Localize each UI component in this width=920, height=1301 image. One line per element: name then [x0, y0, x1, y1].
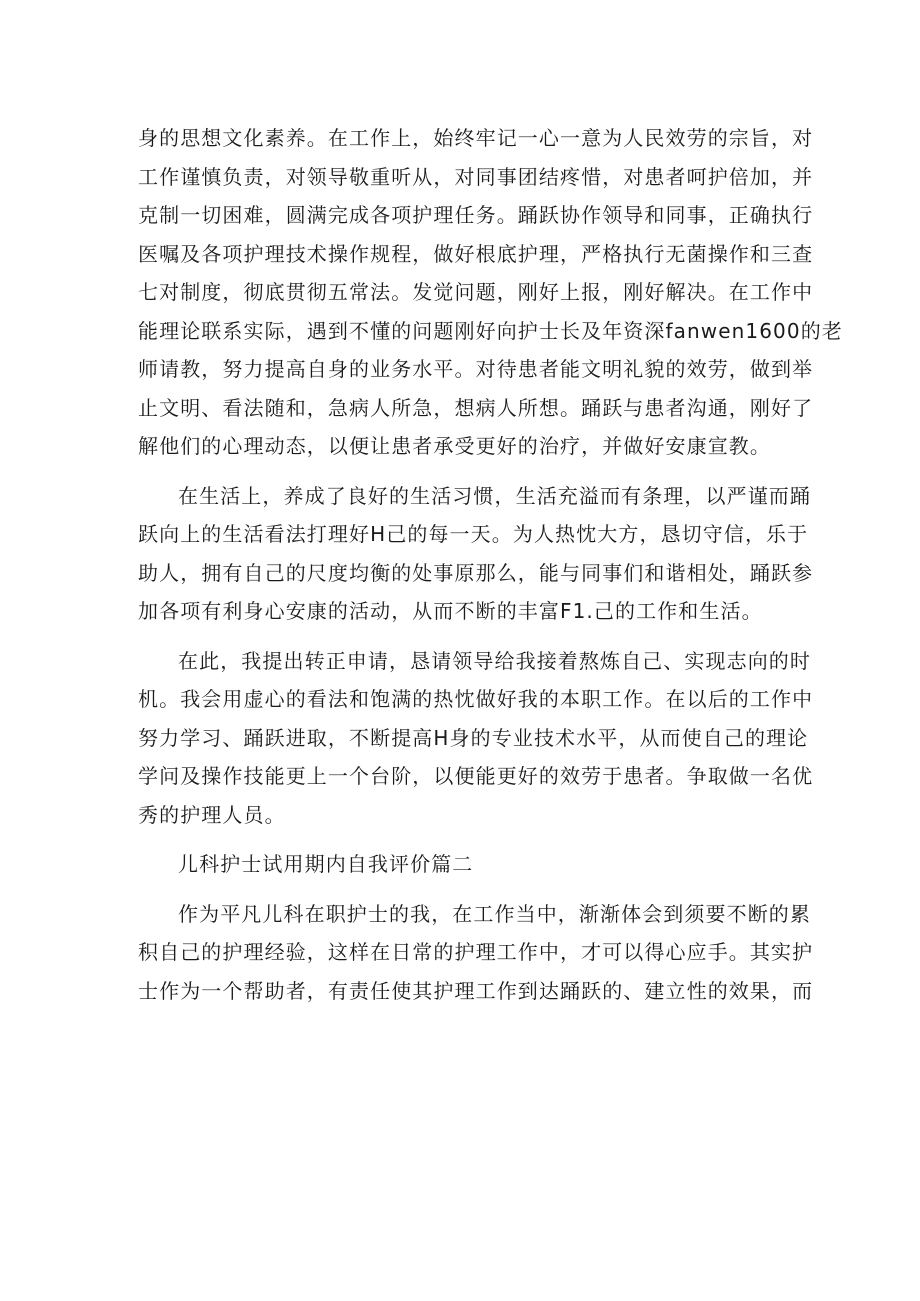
text-line: 在此，我提出转正申请，恳请领导给我接着熬炼自己、实现志向的时 — [178, 648, 811, 673]
text-line: 身的思想文化素养。在工作上，始终牢记一心一意为人民效劳的宗旨，对 — [138, 126, 814, 150]
paragraph-1 — [138, 119, 843, 466]
section-heading: 儿科护士试用期内自我评价篇二 — [178, 852, 474, 876]
text-line: 工作谨慎负责，对领导敬重听从，对同事团结疼惜，对患者呵护倍加，并 — [138, 164, 814, 189]
text-line: 士作为一个帮助者，有责任使其护理工作到达踊跃的、建立性的效果，而 — [138, 978, 814, 1003]
text-line: 医嘱及各项护理技术操作规程，做好根底护理，严格执行无菌操作和三查 — [138, 241, 814, 266]
text-line: 能理论联系实际，遇到不懂的问题刚好向护士长及年资深fanwen1600的老 — [138, 318, 843, 343]
body-text — [138, 119, 843, 1010]
text-line: 跃向上的生活看法打理好H己的每一天。为人热忱大方，恳切守信，乐于 — [138, 522, 809, 546]
text-line: 师请教，努力提高自身的业务水平。对待患者能文明礼貌的效劳，做到举 — [138, 357, 814, 381]
paragraph-3 — [138, 642, 814, 835]
text-line: 作为平凡儿科在职护士的我，在工作当中，渐渐体会到须要不断的累 — [178, 901, 811, 926]
paragraph-2 — [138, 477, 814, 631]
text-line: 秀的护理人员。 — [138, 802, 286, 827]
text-line: 学问及操作技能更上一个台阶，以便能更好的效劳于患者。争取做一名优 — [138, 764, 814, 788]
text-line: 机。我会用虚心的看法和饱满的热忱做好我的本职工作。在以后的工作中 — [138, 687, 814, 711]
text-line: 止文明、看法随和，急病人所急，想病人所想。踊跃与患者沟通，刚好了 — [138, 395, 814, 420]
text-line: 解他们的心理动态，以便让患者承受更好的治疗，并做好安康宣教。 — [138, 434, 771, 458]
text-line: 克制一切困难，圆满完成各项护理任务。踊跃协作领导和同事，正确执行 — [138, 203, 814, 227]
text-line: 加各项有利身心安康的活动，从而不断的丰富F1.己的工作和生活。 — [138, 599, 763, 623]
text-line: 七对制度，彻底贯彻五常法。发觉问题，刚好上报，刚好解决。在工作中 — [138, 280, 814, 304]
text-line: 助人，拥有自己的尺度均衡的处事原那么，能与同事们和谐相处，踊跃参 — [138, 560, 814, 585]
paragraph-4 — [138, 895, 814, 1011]
text-line: 积自己的护理经验，这样在日常的护理工作中，才可以得心应手。其实护 — [138, 940, 814, 964]
text-line: 努力学习、踊跃进取，不断提高H身的专业技术水平，从而使自己的理论 — [138, 725, 809, 750]
text-line: 在生活上，养成了良好的生活习惯，生活充溢而有条理，以严谨而踊 — [178, 483, 811, 508]
